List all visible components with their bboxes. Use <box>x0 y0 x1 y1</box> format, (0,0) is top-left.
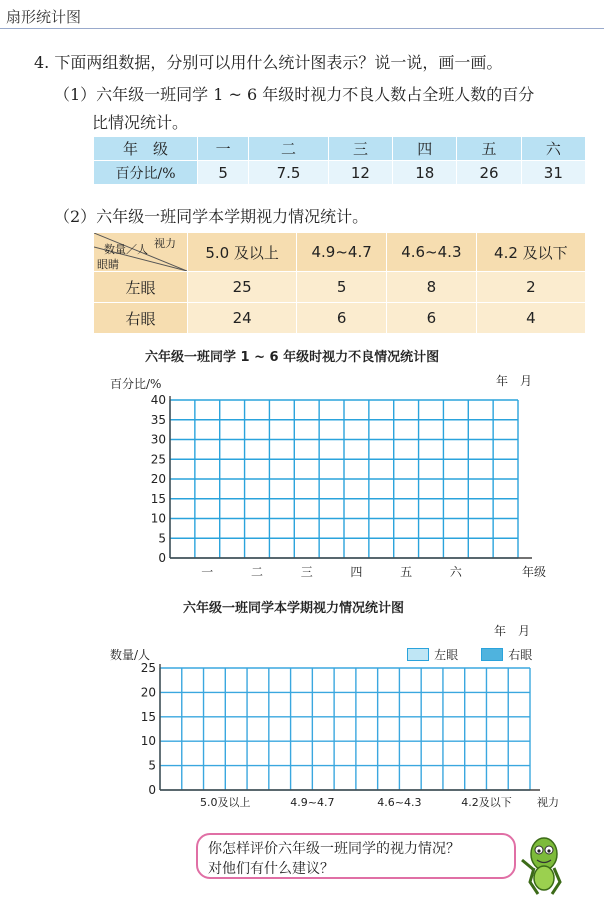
chart1-ytick-label: 10 <box>150 511 166 526</box>
chart2-ylabel: 数量/人 <box>110 648 151 662</box>
chart2-xtick-label: 4.9~4.7 <box>290 796 335 809</box>
chart2-xtick-label: 4.2及以下 <box>461 796 512 809</box>
chart1-ylabel: 百分比/% <box>110 377 162 391</box>
chart1-xtick-label: 六 <box>449 565 462 579</box>
table1-value: 7.5 <box>249 161 329 185</box>
chart1-ytick-label: 5 <box>158 531 166 546</box>
chart1-ytick-label: 30 <box>150 432 166 447</box>
table1-value: 5 <box>198 161 249 185</box>
table1-grade: 六 <box>521 137 585 161</box>
bubble-line2: 对他们有什么建议？ <box>208 861 334 877</box>
header-divider <box>0 28 604 29</box>
corner-label-count: 数量／人 <box>104 243 148 256</box>
table1-grade: 一 <box>198 137 249 161</box>
page-header-title: 扇形统计图 <box>6 8 82 26</box>
legend-swatch-right <box>481 648 503 661</box>
table1-header-label: 年 级 <box>94 137 198 161</box>
chart1-ytick-label: 40 <box>150 393 166 407</box>
chart1-xtick-label: 二 <box>250 565 264 579</box>
table2-value: 24 <box>188 303 297 334</box>
table2-value: 25 <box>188 272 297 303</box>
chart1-ytick-label: 25 <box>150 452 166 467</box>
chart2-date: 年 月 <box>494 624 531 638</box>
table2-column-header: 4.9~4.7 <box>297 233 387 272</box>
table2-row-label: 左眼 <box>94 272 188 303</box>
table1-grade: 五 <box>457 137 521 161</box>
chart2-title: 六年级一班同学本学期视力情况统计图 <box>183 601 405 616</box>
table2-column-header: 4.2 及以下 <box>476 233 585 272</box>
table2-value: 8 <box>386 272 476 303</box>
chart1-title: 六年级一班同学 1 ~ 6 年级时视力不良情况统计图 <box>145 350 440 365</box>
chart1-xlabel: 年级 <box>521 565 547 579</box>
chart1-grid <box>130 390 550 582</box>
cartoon-character-icon <box>512 830 572 900</box>
corner-label-eye: 眼睛 <box>97 258 119 271</box>
table2-value: 4 <box>476 303 585 334</box>
table1-value: 31 <box>521 161 585 185</box>
part1-line1: （1）六年级一班同学 1 ~ 6 年级时视力不良人数占全班人数的百分 <box>54 85 535 104</box>
table1-row-label: 百分比/% <box>94 161 198 185</box>
corner-label-vision: 视力 <box>154 237 176 250</box>
legend-label-right: 右眼 <box>508 648 533 662</box>
table2-row-label: 右眼 <box>94 303 188 334</box>
table1-grade: 三 <box>328 137 392 161</box>
chart1-xtick-label: 三 <box>300 565 313 579</box>
chart2-ytick-label: 10 <box>140 734 156 749</box>
part1-line2: 比情况统计。 <box>92 113 189 132</box>
table1-value: 12 <box>328 161 392 185</box>
table-vision-counts <box>93 232 586 334</box>
chart2-xtick-label: 5.0及以上 <box>200 796 251 809</box>
table1-value: 18 <box>393 161 457 185</box>
chart2-grid <box>130 662 560 812</box>
chart1-ytick-label: 20 <box>150 472 166 486</box>
chart2-ytick-label: 0 <box>148 783 156 797</box>
chart1-xtick-label: 一 <box>201 565 214 579</box>
chart1-ytick-label: 35 <box>150 412 166 427</box>
chart1-xtick-label: 四 <box>350 565 363 579</box>
table2-value: 2 <box>476 272 585 303</box>
chart1-xtick-label: 五 <box>400 565 413 579</box>
chart1-ytick-label: 0 <box>158 551 166 565</box>
question-line: 4. 下面两组数据，分别可以用什么统计图表示？说一说，画一画。 <box>34 53 503 72</box>
table-myopia-percentage <box>93 136 586 185</box>
table1-grade: 四 <box>393 137 457 161</box>
table2-column-header: 4.6~4.3 <box>386 233 476 272</box>
chart1-ytick-label: 15 <box>150 491 166 506</box>
legend-label-left: 左眼 <box>434 648 459 662</box>
part2-line: （2）六年级一班同学本学期视力情况统计。 <box>54 207 369 226</box>
chart2-ytick-label: 5 <box>148 758 156 773</box>
table1-value: 26 <box>457 161 521 185</box>
chart2-xtick-label: 4.6~4.3 <box>377 796 422 809</box>
chart2-legend <box>407 644 532 663</box>
legend-swatch-left <box>407 648 429 661</box>
chart1-date: 年 月 <box>496 374 533 388</box>
speech-bubble <box>196 833 516 879</box>
table2-value: 6 <box>297 303 387 334</box>
chart2-xlabel: 视力 <box>537 796 559 809</box>
table2-column-header: 5.0 及以上 <box>188 233 297 272</box>
table2-corner-cell <box>94 233 188 272</box>
table2-value: 6 <box>386 303 476 334</box>
bubble-line1: 你怎样评价六年级一班同学的视力情况？ <box>208 841 460 857</box>
table2-value: 5 <box>297 272 387 303</box>
chart2-ytick-label: 20 <box>140 685 156 700</box>
chart2-ytick-label: 15 <box>140 709 156 724</box>
chart2-ytick-label: 25 <box>140 662 156 675</box>
table1-grade: 二 <box>249 137 329 161</box>
